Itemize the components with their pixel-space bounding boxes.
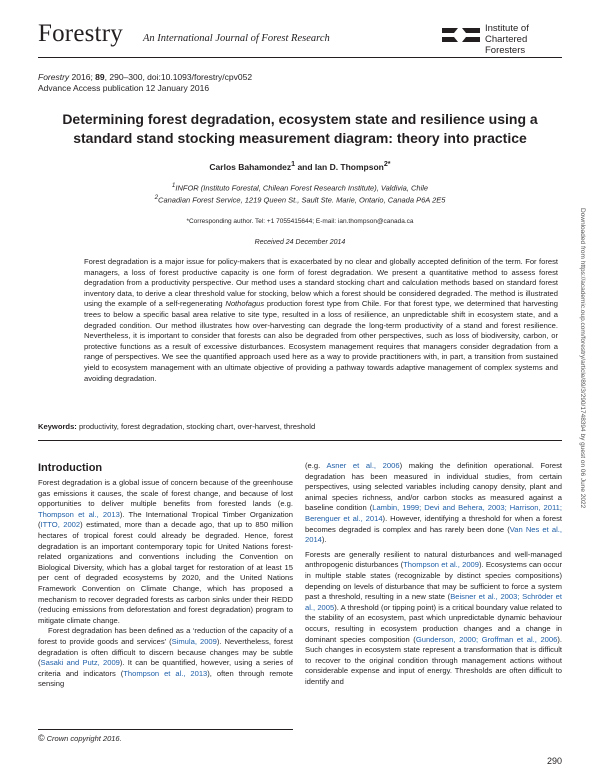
institute-line-1: Institute of — [485, 23, 529, 34]
citation-link[interactable]: ITTO, 2002 — [40, 520, 81, 530]
citation-journal: Forestry — [38, 72, 70, 82]
text-run: ) making the definition operational. Forest degradation has been measured in individual studies, from certain perspectives, using selected variables including canopy density, plant and animal species richness, and/or carbon stocks as measured against a baseline condition ( — [305, 461, 563, 513]
affiliation-1-text: INFOR (Instituto Forestal, Chilean Forest Research Institute), Valdivia, Chile — [175, 183, 429, 193]
advance-access: Advance Access publication 12 January 2016 — [38, 83, 210, 93]
institute-line-2: Chartered Foresters — [485, 34, 528, 56]
journal-header — [38, 20, 562, 54]
paragraph — [305, 461, 562, 546]
affiliation-2-text: Canadian Forest Service, 1219 Queen St., Sault Ste. Marie, Ontario, Canada P6A 2E5 — [158, 195, 446, 205]
keywords-divider — [38, 440, 562, 441]
keywords-label: Keywords: — [38, 422, 77, 431]
article-title: Determining forest degradation, ecosystem state and resilience using a standard stand stocking measurement diagram: theory into practice — [62, 111, 538, 146]
keywords-text: productivity, forest degradation, stocking chart, over-harvest, threshold — [76, 422, 316, 431]
text-run: Forests are generally resilient to natural disturbances and well-managed anthropogenic disturbances ( — [305, 549, 562, 570]
text-run: ). Nevertheless, forest degradation is often difficult to discern because changes may be subtle ( — [38, 636, 294, 668]
ico-logo-icon — [440, 24, 482, 46]
author-2: Ian D. Thompson — [314, 161, 384, 172]
paragraph — [305, 550, 562, 688]
citation-link[interactable]: Gunderson, 2000; Groffman et al., 2006 — [415, 634, 558, 644]
citation-link[interactable]: Simula, 2009 — [171, 636, 217, 646]
author-1: Carlos Bahamondez — [209, 161, 292, 172]
journal-name: Forestry — [38, 20, 123, 47]
citation-link[interactable]: Van Nes et al., 2014 — [305, 524, 562, 545]
citation-doi: , 290–300, doi:10.1093/forestry/cpv052 — [104, 72, 253, 82]
keywords — [38, 422, 315, 431]
column-left — [38, 478, 293, 690]
abstract — [84, 257, 558, 384]
affiliation-1 — [38, 182, 562, 193]
text-run: Forest degradation is a global issue of concern because of the greenhouse gas emissions it causes, the scale of forest change, and because of lost opportunities to deliver multiple benefits from forested lands (e.g. — [38, 478, 293, 509]
citation-year: 2016; — [69, 72, 96, 82]
citation-link[interactable]: Thompson et al., 2013 — [38, 509, 120, 519]
affiliation-2 — [38, 194, 562, 205]
citation-link[interactable]: Sasaki and Putz, 2009 — [40, 658, 120, 668]
text-run: ), often through remote sensing — [38, 668, 293, 689]
abstract-italic: Nothofagus — [225, 299, 265, 309]
citation-block — [38, 72, 252, 94]
institute-name — [485, 23, 562, 56]
text-run: ). The International Tropical Timber Organization ( — [38, 509, 293, 530]
header-divider — [38, 57, 562, 58]
author-list — [38, 160, 562, 172]
download-watermark — [578, 208, 586, 608]
citation-link[interactable]: Asner et al., 2006 — [326, 461, 400, 470]
citation-link[interactable]: Beisner et al., 2003; Schröder et al., 2005 — [305, 592, 562, 612]
footnote-divider — [38, 729, 293, 730]
journal-subtitle: An International Journal of Forest Research — [143, 33, 330, 44]
abstract-part-1: Forest degradation is a major issue for policy-makers that is exacerbated by no clear and globally accepted definition of the term. For forest managers, a loss of forest productive capacity is one form of forest degradation. We present a quantitative method to assess forest degradation from a productivity perspective. Our method uses a standard stocking chart and calculation methods based on standard forest inventory data, to derive a clear threshold value for stocking, below which a forest should be considered degraded. The method is illustrated using the example of a self-regenerating — [84, 257, 558, 309]
citation-line — [38, 72, 252, 83]
abstract-part-2: production forest type from Chile. For that forest type, we determined that harvesting trees to below a specific basal area relative to site type, resulted in a loss of resilience, an unpredictable shift in ecosystem state, and a degraded condition. Our method illustrates how over-harvesting can degrade the long-term productivity of a stand and forest resilience. Nevertheless, it is important to consider that forests can also be degraded from other perspectives, such as loss of biodiversity, carbon, or protective functions as a result of excessive disturbances. Ecosystem management requires that managers consider degradation from a range of perspectives. We see the quantified approach used here as a way to provide practitioners with, in part, a transition from sustained yield to ecosystem management with an ultimate objective of providing a pathway towards adaptive management of complex systems and avoiding degradation. — [84, 299, 558, 383]
affiliation-1-sup: 1 — [171, 182, 176, 189]
page-number: 290 — [546, 756, 562, 766]
received-date: Received 24 December 2014 — [254, 239, 346, 246]
text-run: Forest degradation has been defined as a ‘reduction of the capacity of a forest to provide goods and services’ ( — [38, 626, 293, 646]
copyright-notice — [38, 733, 122, 743]
text-run: ). Such changes in ecosystem state represent a transformation that is difficult to recover to the original condition through management actions without considerable expense and input of energy. Thresholds are often difficult to identify and — [305, 634, 562, 686]
text-run: ) estimated, more than a decade ago, that up to 850 million hectares of tropical forest could already be degraded. Hence, forest degradation is an important contemporary topic for United Nations forest-related organizations and conventions including the Convention on Biological Diversity, which has a global target for restoration of at least 15 per cent of degraded ecosystems by 2020, and the United Nations Framework Convention on Climate Change, which has proposed a mechanism to recover degraded forests as carbon sinks under their REDD (reducing emissions from deforestation and forest degradation) program to mitigate climate change. — [38, 520, 293, 625]
paragraph — [38, 626, 293, 690]
affiliation-2-sup: 2 — [154, 194, 159, 201]
text-run: (e.g. — [305, 461, 327, 470]
text-run: ). Ecosystems can occur in multiple stable states (recognizable by distinct species compositions) depending on levels of disturbance that may be sufficient to force a system past a threshold, resulting in a new state ( — [305, 560, 562, 602]
citation-link[interactable]: Thompson et al., 2013 — [123, 668, 208, 678]
download-watermark-text: Downloaded from https://academic.oup.com/forestry/article/89/3/290/1748394 by guest on 06 June 2022 — [579, 208, 586, 509]
copyright-icon: © — [38, 733, 45, 743]
section-heading-introduction: Introduction — [38, 462, 103, 474]
column-right — [305, 461, 562, 687]
corresponding-author: *Corresponding author. Tel: +1 7055415644; E-mail: ian.thompson@canada.ca — [186, 218, 414, 225]
text-run: ). — [321, 535, 327, 545]
text-run: ). It can be quantified, however, using a series of criteria and indicators ( — [38, 658, 293, 678]
author-2-sup: 2* — [383, 160, 391, 168]
text-run: ). However, identifying a threshold for when a forest becomes degraded is complex and has rarely been done ( — [305, 513, 562, 534]
citation-volume: 89 — [95, 72, 105, 82]
author-1-sup: 1 — [291, 160, 296, 168]
citation-link[interactable]: Lambin, 1999; Devi and Behera, 2003; Harrison, 2011; Berenguer et al., 2014 — [305, 503, 562, 523]
citation-link[interactable]: Thompson et al., 2009 — [403, 560, 479, 570]
copyright-text: Crown copyright 2016. — [46, 734, 122, 743]
text-run: ). A threshold (or tipping point) is a critical boundary value related to the stability of an ecosystem, past which unpredictable dynamic behaviour occurs, resulting in ecosystem production changes and a change in dominant species composition ( — [305, 602, 563, 644]
paragraph — [38, 478, 293, 626]
author-and: and — [295, 161, 315, 172]
